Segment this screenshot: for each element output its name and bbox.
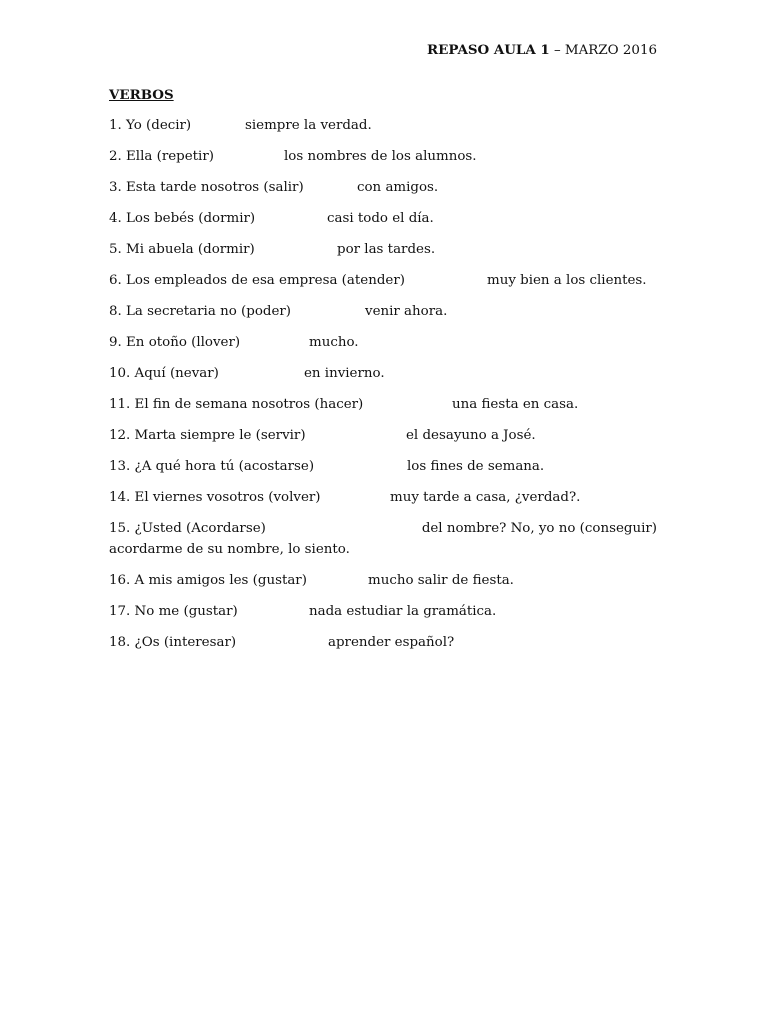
item-prompt: 11. El fin de semana nosotros (hacer) [109,397,364,412]
item-continuation: nada estudiar la gramática. [309,604,497,619]
item-prompt: 2. Ella (repetir) [109,149,214,164]
item-continuation: los nombres de los alumnos. [284,149,477,164]
item-prompt: 9. En otoño (llover) [109,335,241,350]
item-prompt: 5. Mi abuela (dormir) [109,242,255,257]
item-prompt: 14. El viernes vosotros (volver) [109,490,321,505]
item-continuation: por las tardes. [337,242,436,257]
item-continuation: mucho. [309,335,359,350]
item-continuation: en invierno. [304,366,385,381]
item-continuation: muy bien a los clientes. [487,273,647,288]
item-continuation-line: acordarme de su nombre, lo siento. [109,542,350,557]
document-header [427,42,657,58]
item-continuation: aprender español? [328,635,455,650]
item-continuation: mucho salir de fiesta. [368,573,514,588]
item-prompt: 18. ¿Os (interesar) [109,635,237,650]
item-continuation: con amigos. [357,180,439,195]
item-prompt: 15. ¿Usted (Acordarse) [109,521,266,536]
item-prompt: 4. Los bebés (dormir) [109,211,256,226]
item-continuation: muy tarde a casa, ¿verdad?. [390,490,581,505]
header-title-date: – MARZO 2016 [549,43,657,58]
item-prompt: 17. No me (gustar) [109,604,238,619]
item-prompt: 12. Marta siempre le (servir) [109,428,306,443]
item-continuation: venir ahora. [365,304,448,319]
item-continuation: el desayuno a José. [406,428,536,443]
header-title-bold: REPASO AULA 1 [427,42,550,58]
section-title: VERBOS [109,87,174,103]
item-continuation: casi todo el día. [327,211,434,226]
item-prompt: 8. La secretaria no (poder) [109,304,291,319]
item-continuation: siempre la verdad. [245,118,372,133]
item-continuation: del nombre? No, yo no (conseguir) [421,521,657,536]
item-prompt: 6. Los empleados de esa empresa (atender) [109,273,405,288]
item-prompt: 13. ¿A qué hora tú (acostarse) [109,459,315,474]
item-prompt: 1. Yo (decir) [109,118,192,133]
item-prompt: 16. A mis amigos les (gustar) [109,573,307,588]
item-continuation: los fines de semana. [407,459,545,474]
exercise-item [109,521,657,557]
item-prompt: 10. Aquí (nevar) [109,366,219,381]
item-continuation: una fiesta en casa. [452,397,579,412]
item-prompt: 3. Esta tarde nosotros (salir) [109,180,304,195]
